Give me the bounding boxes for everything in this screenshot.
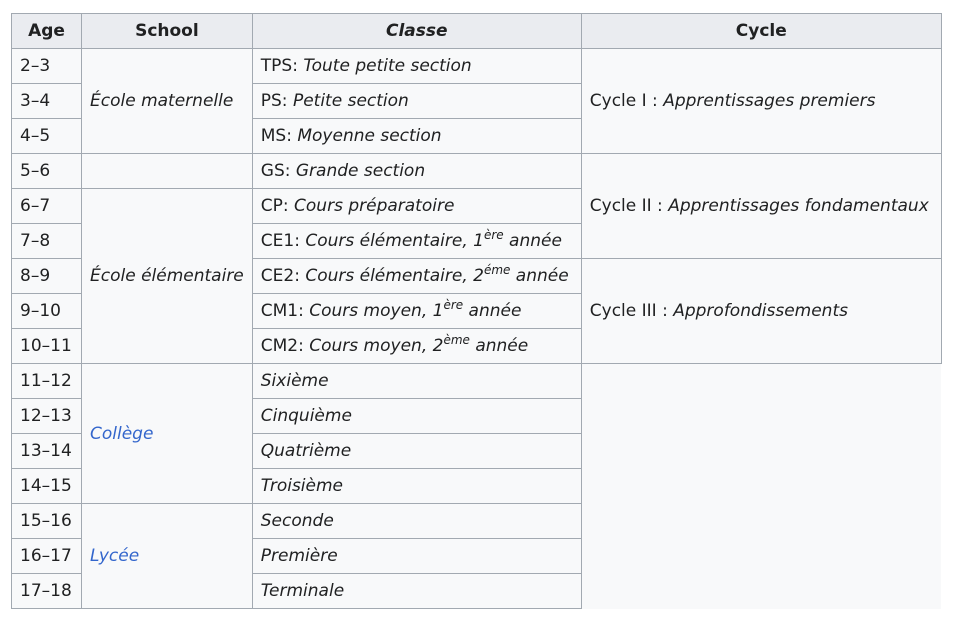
age-cell: 13–14 — [12, 434, 82, 469]
classe-name: Grande section — [295, 161, 426, 181]
classe-code: MS: — [260, 126, 298, 146]
classe-name: Cours élémentaire, 1 — [305, 231, 484, 251]
school-cell-empty — [82, 154, 253, 189]
classe-code: CP: — [260, 196, 295, 216]
age-cell: 8–9 — [12, 259, 82, 294]
table-row — [12, 154, 942, 189]
classe-name: Petite section — [292, 91, 409, 111]
classe-name: Cours préparatoire — [294, 196, 455, 216]
classe-name: Toute petite section — [303, 56, 472, 76]
cycle-name: Approfondissements — [673, 301, 848, 321]
classe-cell — [252, 259, 581, 294]
age-cell: 4–5 — [12, 119, 82, 154]
education-stages-table — [11, 13, 942, 609]
age-cell: 16–17 — [12, 539, 82, 574]
classe-cell: Sixième — [252, 364, 581, 399]
school-cell-lycee — [82, 504, 253, 609]
header-cycle: Cycle — [581, 14, 941, 49]
age-cell: 6–7 — [12, 189, 82, 224]
ordinal-sup: ème — [443, 333, 470, 347]
classe-code: GS: — [260, 161, 296, 181]
classe-cell — [252, 84, 581, 119]
ordinal-sup: ère — [443, 298, 464, 312]
classe-cell — [252, 329, 581, 364]
age-cell: 12–13 — [12, 399, 82, 434]
age-cell: 15–16 — [12, 504, 82, 539]
cycle-empty-area — [581, 364, 941, 609]
header-age: Age — [12, 14, 82, 49]
age-cell: 3–4 — [12, 84, 82, 119]
age-cell: 9–10 — [12, 294, 82, 329]
header-school: School — [82, 14, 253, 49]
classe-cell — [252, 119, 581, 154]
classe-code: CE1: — [260, 231, 306, 251]
classe-cell — [252, 294, 581, 329]
classe-cell: Quatrième — [252, 434, 581, 469]
classe-suffix: année — [463, 301, 522, 321]
classe-cell — [252, 154, 581, 189]
classe-cell: Troisième — [252, 469, 581, 504]
school-cell-college — [82, 364, 253, 504]
classe-cell — [252, 224, 581, 259]
header-row — [12, 14, 942, 49]
age-cell: 7–8 — [12, 224, 82, 259]
classe-suffix: année — [469, 336, 529, 356]
classe-code: PS: — [260, 91, 293, 111]
cycle-name: Apprentissages premiers — [663, 91, 876, 111]
school-cell-maternelle: École maternelle — [82, 49, 253, 154]
age-cell: 11–12 — [12, 364, 82, 399]
classe-code: CE2: — [260, 266, 306, 286]
classe-cell: Terminale — [252, 574, 581, 609]
classe-code: CM1: — [260, 301, 310, 321]
classe-cell: Cinquième — [252, 399, 581, 434]
table-row — [12, 364, 942, 399]
classe-suffix: année — [510, 266, 569, 286]
classe-code: TPS: — [260, 56, 304, 76]
cycle-cell-3 — [581, 259, 941, 364]
age-cell: 14–15 — [12, 469, 82, 504]
age-cell: 10–11 — [12, 329, 82, 364]
school-cell-elementaire: École élémentaire — [82, 189, 253, 364]
classe-name: Cours moyen, 2 — [309, 336, 444, 356]
ordinal-sup: ère — [483, 228, 504, 242]
classe-cell: Seconde — [252, 504, 581, 539]
age-cell: 2–3 — [12, 49, 82, 84]
cycle-prefix: Cycle I : — [589, 91, 664, 111]
age-cell: 5–6 — [12, 154, 82, 189]
classe-code: CM2: — [260, 336, 310, 356]
header-classe: Classe — [252, 14, 581, 49]
cycle-cell-1 — [581, 49, 941, 154]
classe-cell — [252, 49, 581, 84]
cycle-cell-2 — [581, 154, 941, 259]
cycle-name: Apprentissages fondamentaux — [668, 196, 929, 216]
classe-name: Cours élémentaire, 2 — [305, 266, 484, 286]
table-row — [12, 49, 942, 84]
lycee-link[interactable]: Lycée — [90, 546, 140, 566]
classe-cell: Première — [252, 539, 581, 574]
college-link[interactable]: Collège — [90, 423, 154, 444]
classe-suffix: année — [503, 231, 562, 251]
classe-cell — [252, 189, 581, 224]
cycle-prefix: Cycle III : — [589, 301, 674, 321]
age-cell: 17–18 — [12, 574, 82, 609]
cycle-prefix: Cycle II : — [589, 196, 669, 216]
classe-name: Cours moyen, 1 — [309, 301, 444, 321]
classe-name: Moyenne section — [297, 126, 442, 146]
ordinal-sup: éme — [483, 263, 511, 277]
